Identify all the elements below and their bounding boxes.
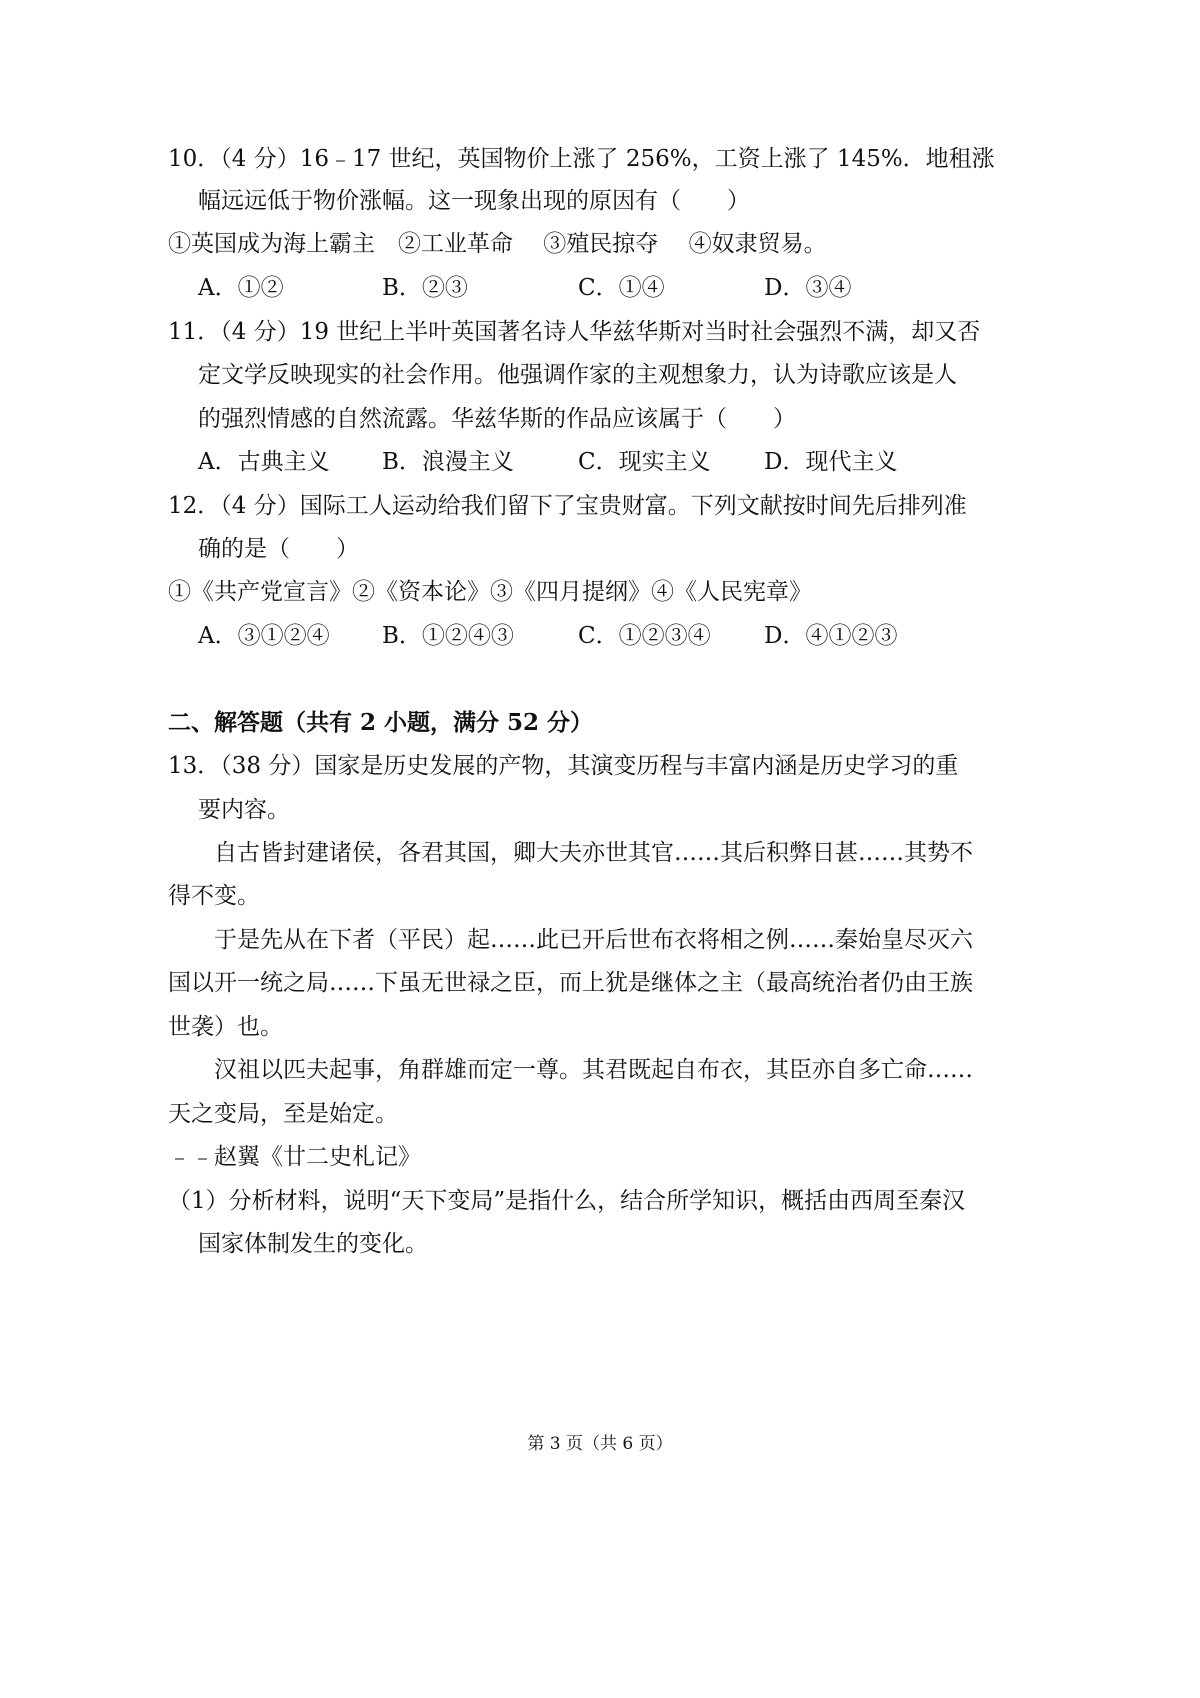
q11-stem-line-1: 11．（4 分）19 世纪上半叶英国著名诗人华兹华斯对当时社会强烈不满，却又否 [168, 319, 981, 345]
q10-option-a: A．①② [198, 275, 284, 301]
q13-material-p3-line-2: 天之变局，至是始定。 [168, 1101, 398, 1127]
q11-stem-line-2: 定文学反映现实的社会作用。他强调作家的主观想象力，认为诗歌应该是人 [198, 362, 957, 388]
q12-option-d: D．④①②③ [764, 623, 898, 649]
q13-material-p1-line-2: 得不变。 [168, 883, 260, 909]
q12-stem-line-1: 12．（4 分）国际工人运动给我们留下了宝贵财富。下列文献按时间先后排列准 [168, 493, 967, 519]
q13-subquestion-1-line-1: （1）分析材料，说明“天下变局”是指什么，结合所学知识，概括由西周至秦汉 [168, 1188, 966, 1214]
q12-items: ①《共产党宣言》②《资本论》③《四月提纲》④《人民宪章》 [168, 579, 812, 605]
q10-option-c: C．①④ [578, 275, 665, 301]
q10-option-d: D．③④ [764, 275, 852, 301]
q13-material-p2-line-3: 世袭）也。 [168, 1014, 283, 1040]
q11-option-d: D．现代主义 [764, 449, 898, 475]
q13-material-p1-line-1: 自古皆封建诸侯，各君其国，卿大夫亦世其官……其后积弊日甚……其势不 [214, 840, 973, 866]
q12-option-b: B．①②④③ [382, 623, 514, 649]
q13-material-p2-line-1: 于是先从在下者（平民）起……此已开后世布衣将相之例……秦始皇尽灭六 [214, 927, 973, 953]
q13-material-p3-line-1: 汉祖以匹夫起事，角群雄而定一尊。其君既起自布衣，其臣亦自多亡命…… [214, 1057, 973, 1083]
page-number: 第 3 页（共 6 页） [527, 1434, 673, 1454]
q11-option-c: C．现实主义 [578, 449, 711, 475]
q13-material-p2-line-2: 国以开一统之局……下虽无世禄之臣，而上犹是继体之主（最高统治者仍由王族 [168, 970, 973, 996]
q10-option-b: B．②③ [382, 275, 468, 301]
section-2-heading: 二、解答题（共有 2 小题，满分 52 分） [168, 709, 594, 736]
q12-option-a: A．③①②④ [198, 623, 330, 649]
q10-stem-line-2: 幅远远低于物价涨幅。这一现象出现的原因有（ ） [198, 188, 750, 214]
q13-subquestion-1-line-2: 国家体制发生的变化。 [198, 1231, 428, 1257]
q11-option-b: B．浪漫主义 [382, 449, 514, 475]
q11-stem-line-3: 的强烈情感的自然流露。华兹华斯的作品应该属于（ ） [198, 406, 796, 432]
q12-stem-line-2: 确的是（ ） [198, 536, 359, 562]
q10-stem-line-1: 10．（4 分）16﹣17 世纪，英国物价上涨了 256%，工资上涨了 145%．地租涨 [168, 146, 995, 172]
q10-items: ①英国成为海上霸主 ②工业革命 ③殖民掠夺 ④奴隶贸易。 [168, 231, 827, 257]
q11-option-a: A．古典主义 [198, 449, 330, 475]
q13-stem-line-2: 要内容。 [198, 797, 290, 823]
q13-material-source: ﹣﹣赵翼《廿二史札记》 [168, 1144, 421, 1170]
q13-stem-line-1: 13．（38 分）国家是历史发展的产物，其演变历程与丰富内涵是历史学习的重 [168, 753, 959, 779]
q12-option-c: C．①②③④ [578, 623, 711, 649]
